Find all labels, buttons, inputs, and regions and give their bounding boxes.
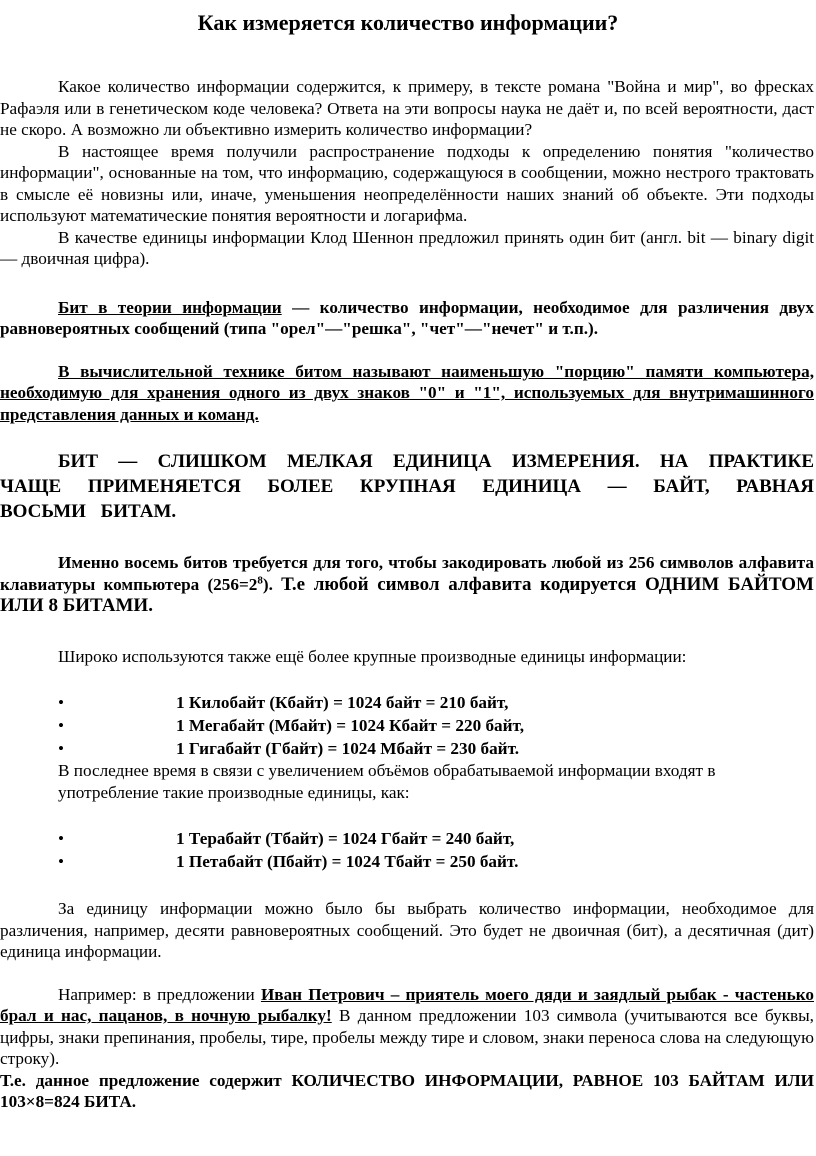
definition-computing-text: В вычислительной технике битом называют наименьшую "порцию" памяти компьютера, необходимую для хранения одного из двух знаков "0" и "1", используемых для внутримашинного представления данных и команд.	[0, 361, 814, 424]
paragraph-recent	[0, 760, 814, 803]
exponent: 8	[257, 573, 263, 586]
byte-conclusion: Т.е любой символ алфавита кодируется ОДНИМ БАЙТОМ ИЛИ 8 БИТАМИ.	[0, 573, 814, 616]
paragraph-units	[0, 646, 814, 668]
example-lead: Например: в предложении	[58, 984, 261, 1004]
byte-text: Именно восемь битов требуется для того, чтобы закодировать любой из 256 символов алфавита клавиатуры компьютера (256=2	[0, 553, 814, 594]
list-item	[0, 714, 816, 737]
paragraph-intro: Какое количество информации содержится, к примеру, в тексте романа "Война и мир", во фресках Рафаэля или в генетическом коде человека? Ответа на эти вопросы наука не даёт и, по всей вероятности, даст не скоро. А возможно ли объективно измерить количество информации?	[0, 77, 814, 139]
recent-units-text: В последнее время в связи с увеличением объёмов обрабатываемой информации входят в употребление такие производные единицы, как:	[58, 761, 716, 802]
definition-text: — количество информации, необходимое для различения двух равновероятных сообщений (типа "орел"—"решка", "чет"—"нечет" и т.п.).	[0, 297, 814, 338]
list-item-text: 1 Килобайт (Кбайт) = 1024 байт = 210 байт,	[176, 693, 509, 712]
list-item-text: 1 Петабайт (Пбайт) = 1024 Тбайт = 250 байт.	[176, 852, 519, 871]
conclusion-text: Т.е. данное предложение содержит КОЛИЧЕСТВО ИНФОРМАЦИИ, РАВНОЕ 103 БАЙТАМ ИЛИ 103×8=824 БИТА.	[0, 1070, 814, 1111]
paragraph-conclusion	[0, 1070, 814, 1113]
list-item-text: 1 Мегабайт (Мбайт) = 1024 Кбайт = 220 байт,	[176, 716, 525, 735]
caps-statement	[0, 449, 814, 524]
bullet-icon: •	[58, 716, 65, 735]
list-item-text: 1 Гигабайт (Гбайт) = 1024 Мбайт = 230 байт.	[176, 739, 520, 758]
bullet-icon: •	[58, 739, 65, 758]
list-item	[0, 691, 816, 714]
caps-statement-text: БИТ — СЛИШКОМ МЕЛКАЯ ЕДИНИЦА ИЗМЕРЕНИЯ. НА ПРАКТИКЕ ЧАЩЕ ПРИМЕНЯЕТСЯ БОЛЕЕ КРУПНАЯ ЕДИНИЦА — БАЙТ, РАВНАЯ ВОСЬМИ БИТАМ.	[0, 451, 814, 522]
example-sentence: Иван Петрович – приятель моего дяди и заядлый рыбак - частенько брал и нас, пацанов, в ночную рыбалку!	[0, 984, 814, 1025]
paragraph-byte	[0, 552, 814, 617]
byte-text-end: ).	[262, 574, 282, 594]
list-item	[0, 737, 816, 760]
paragraph-example	[0, 984, 814, 1070]
dit-text: За единицу информации можно было бы выбрать количество информации, необходимое для различения, например, десяти равновероятных сообщений. Это будет не двоичная (бит), а десятичная (дит) единица информации.	[0, 899, 814, 961]
unit-list-1	[0, 691, 816, 760]
unit-list-2	[0, 827, 816, 873]
definition-computing	[0, 361, 814, 426]
definition-term: Бит в теории информации	[58, 297, 282, 317]
list-item-text: 1 Терабайт (Тбайт) = 1024 Гбайт = 240 байт,	[176, 829, 515, 848]
paragraph-approaches: В настоящее время получили распространение подходы к определению понятия "количество информации", основанные на том, что информацию, содержащуюся в сообщении, можно нестрого трактовать в смысле её новизны или, иначе, уменьшения неопределённости наших знаний об объекте. Эти подходы используют математические понятия вероятности и логарифма.	[0, 141, 814, 225]
page-title: Как измеряется количество информации?	[197, 10, 619, 35]
example-explanation: В данном предложении 103 символа (учитываются все буквы, цифры, знаки препинания, пробелы, тире, пробелы между тире и словом, знаки переноса слова на следующую строку).	[0, 1006, 814, 1068]
bullet-icon: •	[58, 852, 65, 871]
list-item	[0, 827, 816, 850]
bullet-icon: •	[58, 829, 65, 848]
list-item	[0, 850, 816, 873]
bullet-icon: •	[58, 693, 65, 712]
body-text	[0, 76, 814, 270]
definition-info-theory	[0, 297, 814, 340]
paragraph-shannon: В качестве единицы информации Клод Шеннон предложил принять один бит (англ. bit — binary digit — двоичная цифра).	[0, 227, 814, 268]
paragraph-dit	[0, 898, 814, 963]
units-intro: Широко используются также ещё более крупные производные единицы информации:	[58, 646, 687, 666]
